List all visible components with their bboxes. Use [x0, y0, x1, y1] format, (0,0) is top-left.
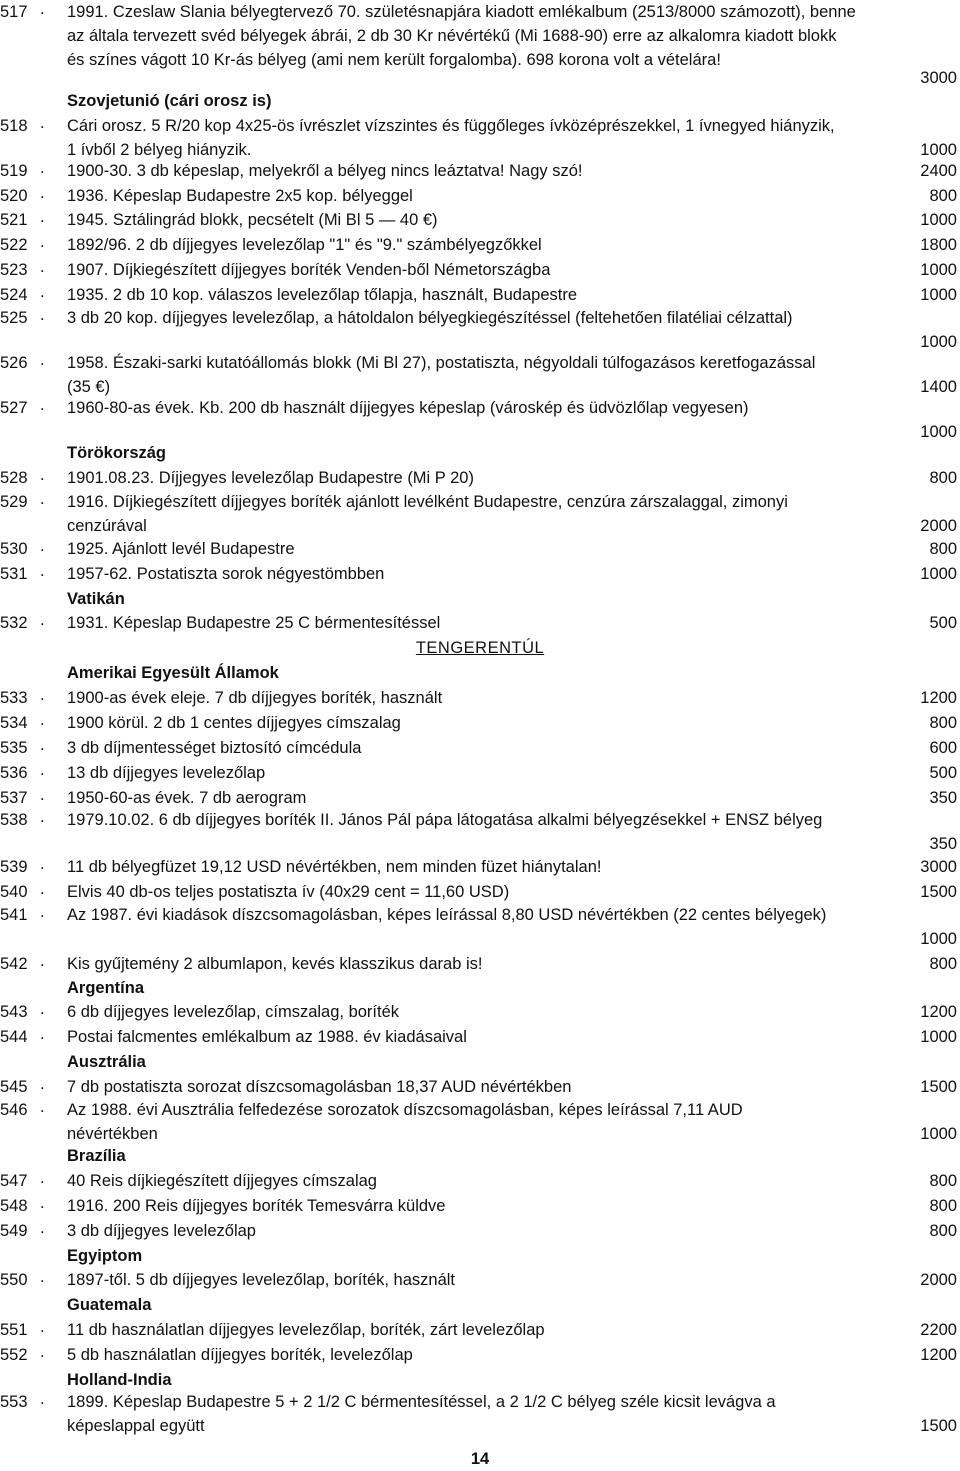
lot-description: 1957-62. Postatiszta sorok négyestömbben	[67, 565, 385, 583]
lot-price: 1500	[920, 1417, 957, 1435]
lot-row	[0, 1390, 960, 1438]
lot-number: 535	[0, 739, 28, 757]
lot-number: 539	[0, 858, 28, 876]
lot-number: 541	[0, 906, 28, 924]
lot-row	[0, 808, 960, 856]
lot-number-dot: .	[40, 283, 45, 301]
lot-price: 1000	[920, 930, 957, 948]
lot-price: 2000	[920, 1271, 957, 1289]
lot-description: 1935. 2 db 10 kop. válaszos levelezőlap tőlapja, használt, Budapestre	[67, 286, 578, 304]
lot-price: 1800	[920, 236, 957, 254]
lot-row	[0, 283, 960, 307]
lot-number: 553	[0, 1393, 28, 1411]
page-number: 14	[470, 1450, 490, 1468]
lot-number-dot: .	[40, 736, 45, 754]
lot-price: 1000	[920, 141, 957, 159]
lot-description: 1936. Képeslap Budapestre 2x5 kop. bélyeggel	[67, 187, 413, 205]
lot-price: 3000	[920, 69, 957, 87]
lot-description: 1950-60-as évek. 7 db aerogram	[67, 789, 307, 807]
lot-number: 531	[0, 565, 28, 583]
lot-number: 551	[0, 1321, 28, 1339]
lot-price: 500	[929, 614, 957, 632]
lot-description: 11 db használatlan díjjegyes levelezőlap, boríték, zárt levelezőlap	[67, 1321, 545, 1339]
country-heading: Amerikai Egyesült Államok	[67, 664, 279, 682]
lot-description: 1900-30. 3 db képeslap, melyekről a bélyeg nincs leáztatva! Nagy szó!	[67, 162, 583, 180]
section-heading-tengerentul: TENGERENTÚL	[415, 639, 545, 657]
lot-description: 1945. Sztálingrád blokk, pecsételt (Mi Bl 5 — 40 €)	[67, 211, 438, 229]
lot-price: 1000	[920, 211, 957, 229]
lot-number: 534	[0, 714, 28, 732]
lot-number-dot: .	[40, 761, 45, 779]
lot-price: 800	[929, 1197, 957, 1215]
lot-number: 517	[0, 3, 28, 21]
lot-number: 552	[0, 1346, 28, 1364]
lot-number-dot: .	[40, 1075, 45, 1093]
lot-row	[0, 351, 960, 399]
lot-description: 1892/96. 2 db díjjegyes levelezőlap "1" és "9." számbélyegzőkkel	[67, 236, 542, 254]
lot-number-dot: .	[40, 466, 45, 484]
lot-description: 1916. 200 Reis díjjegyes boríték Temesvárra küldve	[67, 1197, 446, 1215]
lot-price: 800	[929, 540, 957, 558]
lot-row	[0, 562, 960, 586]
lot-number-dot: .	[40, 1268, 45, 1286]
lot-description: Postai falcmentes emlékalbum az 1988. év kiadásaival	[67, 1028, 467, 1046]
lot-row	[0, 761, 960, 785]
lot-number: 537	[0, 789, 28, 807]
lot-row	[0, 490, 960, 538]
lot-price: 1000	[920, 1125, 957, 1143]
lot-row	[0, 1268, 960, 1292]
lot-price: 500	[929, 764, 957, 782]
lot-description: 1901.08.23. Díjjegyes levelezőlap Budapestre (Mi P 20)	[67, 469, 474, 487]
lot-number-dot: .	[40, 1318, 45, 1336]
lot-row	[0, 233, 960, 257]
lot-number-dot: .	[40, 686, 45, 704]
lot-number-dot: .	[40, 0, 45, 18]
lot-number: 529	[0, 493, 28, 511]
lot-description: Az 1988. évi Ausztrália felfedezése sorozatok díszcsomagolásban, képes leírással 7,11 AUD névértékben	[67, 1101, 743, 1143]
lot-number: 538	[0, 811, 28, 829]
lot-price: 1200	[920, 1003, 957, 1021]
country-heading: Ausztrália	[67, 1053, 146, 1071]
lot-number-dot: .	[40, 114, 45, 132]
lot-number: 523	[0, 261, 28, 279]
lot-number-dot: .	[40, 1098, 45, 1116]
lot-row	[0, 1219, 960, 1243]
lot-number-dot: .	[40, 1219, 45, 1237]
lot-number: 543	[0, 1003, 28, 1021]
lot-description: 13 db díjjegyes levelezőlap	[67, 764, 266, 782]
lot-number-dot: .	[40, 306, 45, 324]
lot-price: 800	[929, 714, 957, 732]
lot-row	[0, 903, 960, 951]
lot-number: 545	[0, 1078, 28, 1096]
lot-number-dot: .	[40, 1194, 45, 1212]
lot-row	[0, 786, 960, 810]
lot-price: 350	[929, 789, 957, 807]
lot-description: 1899. Képeslap Budapestre 5 + 2 1/2 C bérmentesítéssel, a 2 1/2 C bélyeg széle kicsit levágva a képeslappal együtt	[67, 1393, 776, 1435]
country-heading: Brazília	[67, 1147, 126, 1165]
lot-row	[0, 1343, 960, 1367]
lot-number: 546	[0, 1101, 28, 1119]
lot-row	[0, 952, 960, 976]
lot-number-dot: .	[40, 952, 45, 970]
lot-number-dot: .	[40, 490, 45, 508]
lot-number-dot: .	[40, 880, 45, 898]
lot-description: 1916. Díjkiegészített díjjegyes boríték ajánlott levélként Budapestre, cenzúra zárszalaggal, zimonyi cenzúrával	[67, 493, 788, 535]
lot-row	[0, 159, 960, 183]
lot-number: 521	[0, 211, 28, 229]
lot-number-dot: .	[40, 1025, 45, 1043]
lot-row	[0, 184, 960, 208]
lot-price: 3000	[920, 858, 957, 876]
lot-row	[0, 466, 960, 490]
lot-row	[0, 537, 960, 561]
lot-description: 1907. Díjkiegészített díjjegyes boríték Venden-ből Németországba	[67, 261, 551, 279]
lot-price: 1200	[920, 689, 957, 707]
lot-number: 536	[0, 764, 28, 782]
lot-row	[0, 1075, 960, 1099]
lot-row	[0, 711, 960, 735]
lot-description: 11 db bélyegfüzet 19,12 USD névértékben, nem minden füzet hiánytalan!	[67, 858, 602, 876]
lot-price: 1200	[920, 1346, 957, 1364]
lot-row	[0, 306, 960, 354]
lot-description: 1979.10.02. 6 db díjjegyes boríték II. János Pál pápa látogatása alkalmi bélyegzésekkel + ENSZ bélyeg	[67, 811, 823, 829]
lot-number-dot: .	[40, 537, 45, 555]
lot-row	[0, 1169, 960, 1193]
lot-row	[0, 1318, 960, 1342]
country-heading: Argentína	[67, 979, 145, 997]
lot-number-dot: .	[40, 611, 45, 629]
lot-row	[0, 880, 960, 904]
country-heading: Törökország	[67, 444, 167, 462]
lot-number-dot: .	[40, 562, 45, 580]
lot-description: 40 Reis díjkiegészített díjjegyes címszalag	[67, 1172, 377, 1190]
lot-number: 518	[0, 117, 28, 135]
lot-row	[0, 1098, 960, 1146]
lot-price: 2400	[920, 162, 957, 180]
lot-price: 800	[929, 187, 957, 205]
lot-number: 550	[0, 1271, 28, 1289]
lot-description: 5 db használatlan díjjegyes boríték, levelezőlap	[67, 1346, 413, 1364]
lot-row	[0, 1000, 960, 1024]
lot-number-dot: .	[40, 1390, 45, 1408]
lot-price: 1000	[920, 565, 957, 583]
lot-price: 2000	[920, 517, 957, 535]
lot-row	[0, 1194, 960, 1218]
lot-row	[0, 686, 960, 710]
lot-description: 1900 körül. 2 db 1 centes díjjegyes címszalag	[67, 714, 401, 732]
lot-number-dot: .	[40, 184, 45, 202]
lot-row	[0, 611, 960, 635]
lot-price: 1000	[920, 333, 957, 351]
lot-price: 1000	[920, 1028, 957, 1046]
lot-number-dot: .	[40, 208, 45, 226]
lot-number: 527	[0, 399, 28, 417]
lot-price: 1500	[920, 1078, 957, 1096]
lot-description: 3 db díjmentességet biztosító címcédula	[67, 739, 362, 757]
lot-description: 1925. Ajánlott levél Budapestre	[67, 540, 295, 558]
lot-number: 528	[0, 469, 28, 487]
lot-number: 530	[0, 540, 28, 558]
lot-price: 1000	[920, 286, 957, 304]
lot-price: 350	[929, 835, 957, 853]
lot-price: 800	[929, 1172, 957, 1190]
lot-description: Kis gyűjtemény 2 albumlapon, kevés klasszikus darab is!	[67, 955, 483, 973]
lot-number-dot: .	[40, 396, 45, 414]
lot-number-dot: .	[40, 1169, 45, 1187]
lot-number: 542	[0, 955, 28, 973]
lot-description: Az 1987. évi kiadások díszcsomagolásban, képes leírással 8,80 USD névértékben (22 centes bélyegek)	[67, 906, 827, 924]
lot-description: 1991. Czeslaw Slania bélyegtervező 70. születésnapjára kiadott emlékalbum (2513/8000 számozott), benne az általa tervezett svéd bélyegek ábrái, 2 db 30 Kr névértékű (Mi 1688-90) erre az alkalomra kiadott blokk és színes vágott 10 Kr-ás bélyeg (ami nem került forgalomba). 698 korona volt a vételára!	[67, 3, 856, 69]
lot-row	[0, 1025, 960, 1049]
lot-description: 1958. Északi-sarki kutatóállomás blokk (Mi Bl 27), postatiszta, négyoldali túlfogazásos keretfogazással (35 €)	[67, 354, 816, 396]
lot-number-dot: .	[40, 233, 45, 251]
lot-number: 549	[0, 1222, 28, 1240]
lot-description: 3 db díjjegyes levelezőlap	[67, 1222, 256, 1240]
lot-price: 800	[929, 469, 957, 487]
lot-price: 2200	[920, 1321, 957, 1339]
lot-number-dot: .	[40, 786, 45, 804]
lot-number-dot: .	[40, 258, 45, 276]
lot-price: 1400	[920, 378, 957, 396]
lot-description: 1960-80-as évek. Kb. 200 db használt díjjegyes képeslap (városkép és üdvözlőlap vegyesen)	[67, 399, 749, 417]
lot-description: 1931. Képeslap Budapestre 25 C bérmentesítéssel	[67, 614, 441, 632]
lot-row	[0, 0, 960, 87]
lot-number: 548	[0, 1197, 28, 1215]
lot-price: 600	[929, 739, 957, 757]
lot-description: 3 db 20 kop. díjjegyes levelezőlap, a hátoldalon bélyegkiegészítéssel (feltehetően filatéliai célzattal)	[67, 309, 793, 327]
lot-number: 533	[0, 689, 28, 707]
lot-number-dot: .	[40, 903, 45, 921]
lot-price: 800	[929, 955, 957, 973]
lot-price: 800	[929, 1222, 957, 1240]
lot-number: 547	[0, 1172, 28, 1190]
country-heading: Guatemala	[67, 1296, 152, 1314]
lot-number: 532	[0, 614, 28, 632]
lot-description: 6 db díjjegyes levelezőlap, címszalag, boríték	[67, 1003, 400, 1021]
lot-description: Elvis 40 db-os teljes postatiszta ív (40x29 cent = 11,60 USD)	[67, 883, 510, 901]
lot-number: 524	[0, 286, 28, 304]
lot-number-dot: .	[40, 351, 45, 369]
lot-row	[0, 736, 960, 760]
lot-number: 540	[0, 883, 28, 901]
lot-row	[0, 855, 960, 879]
lot-row	[0, 396, 960, 444]
lot-price: 1500	[920, 883, 957, 901]
lot-number-dot: .	[40, 1343, 45, 1361]
lot-number: 519	[0, 162, 28, 180]
lot-description: 7 db postatiszta sorozat díszcsomagolásban 18,37 AUD névértékben	[67, 1078, 572, 1096]
lot-number: 525	[0, 309, 28, 327]
lot-description: 1897-től. 5 db díjjegyes levelezőlap, boríték, használt	[67, 1271, 455, 1289]
lot-row	[0, 114, 960, 162]
lot-number-dot: .	[40, 1000, 45, 1018]
lot-number-dot: .	[40, 855, 45, 873]
lot-number: 544	[0, 1028, 28, 1046]
lot-price: 1000	[920, 423, 957, 441]
lot-description: 1900-as évek eleje. 7 db díjjegyes boríték, használt	[67, 689, 443, 707]
lot-number: 520	[0, 187, 28, 205]
lot-description: Cári orosz. 5 R/20 kop 4x25-ös ívrészlet vízszintes és függőleges ívközéprészekkel, 1 ívnegyed hiányzik, 1 ívből 2 bélyeg hiányzik.	[67, 117, 835, 159]
country-heading: Egyiptom	[67, 1247, 143, 1265]
lot-number-dot: .	[40, 808, 45, 826]
country-heading: Vatikán	[67, 590, 125, 608]
lot-number-dot: .	[40, 711, 45, 729]
lot-row	[0, 258, 960, 282]
lot-number: 526	[0, 354, 28, 372]
country-heading: Holland-India	[67, 1371, 172, 1389]
lot-row	[0, 208, 960, 232]
country-heading: Szovjetunió (cári orosz is)	[67, 92, 272, 110]
lot-number-dot: .	[40, 159, 45, 177]
lot-price: 1000	[920, 261, 957, 279]
lot-number: 522	[0, 236, 28, 254]
